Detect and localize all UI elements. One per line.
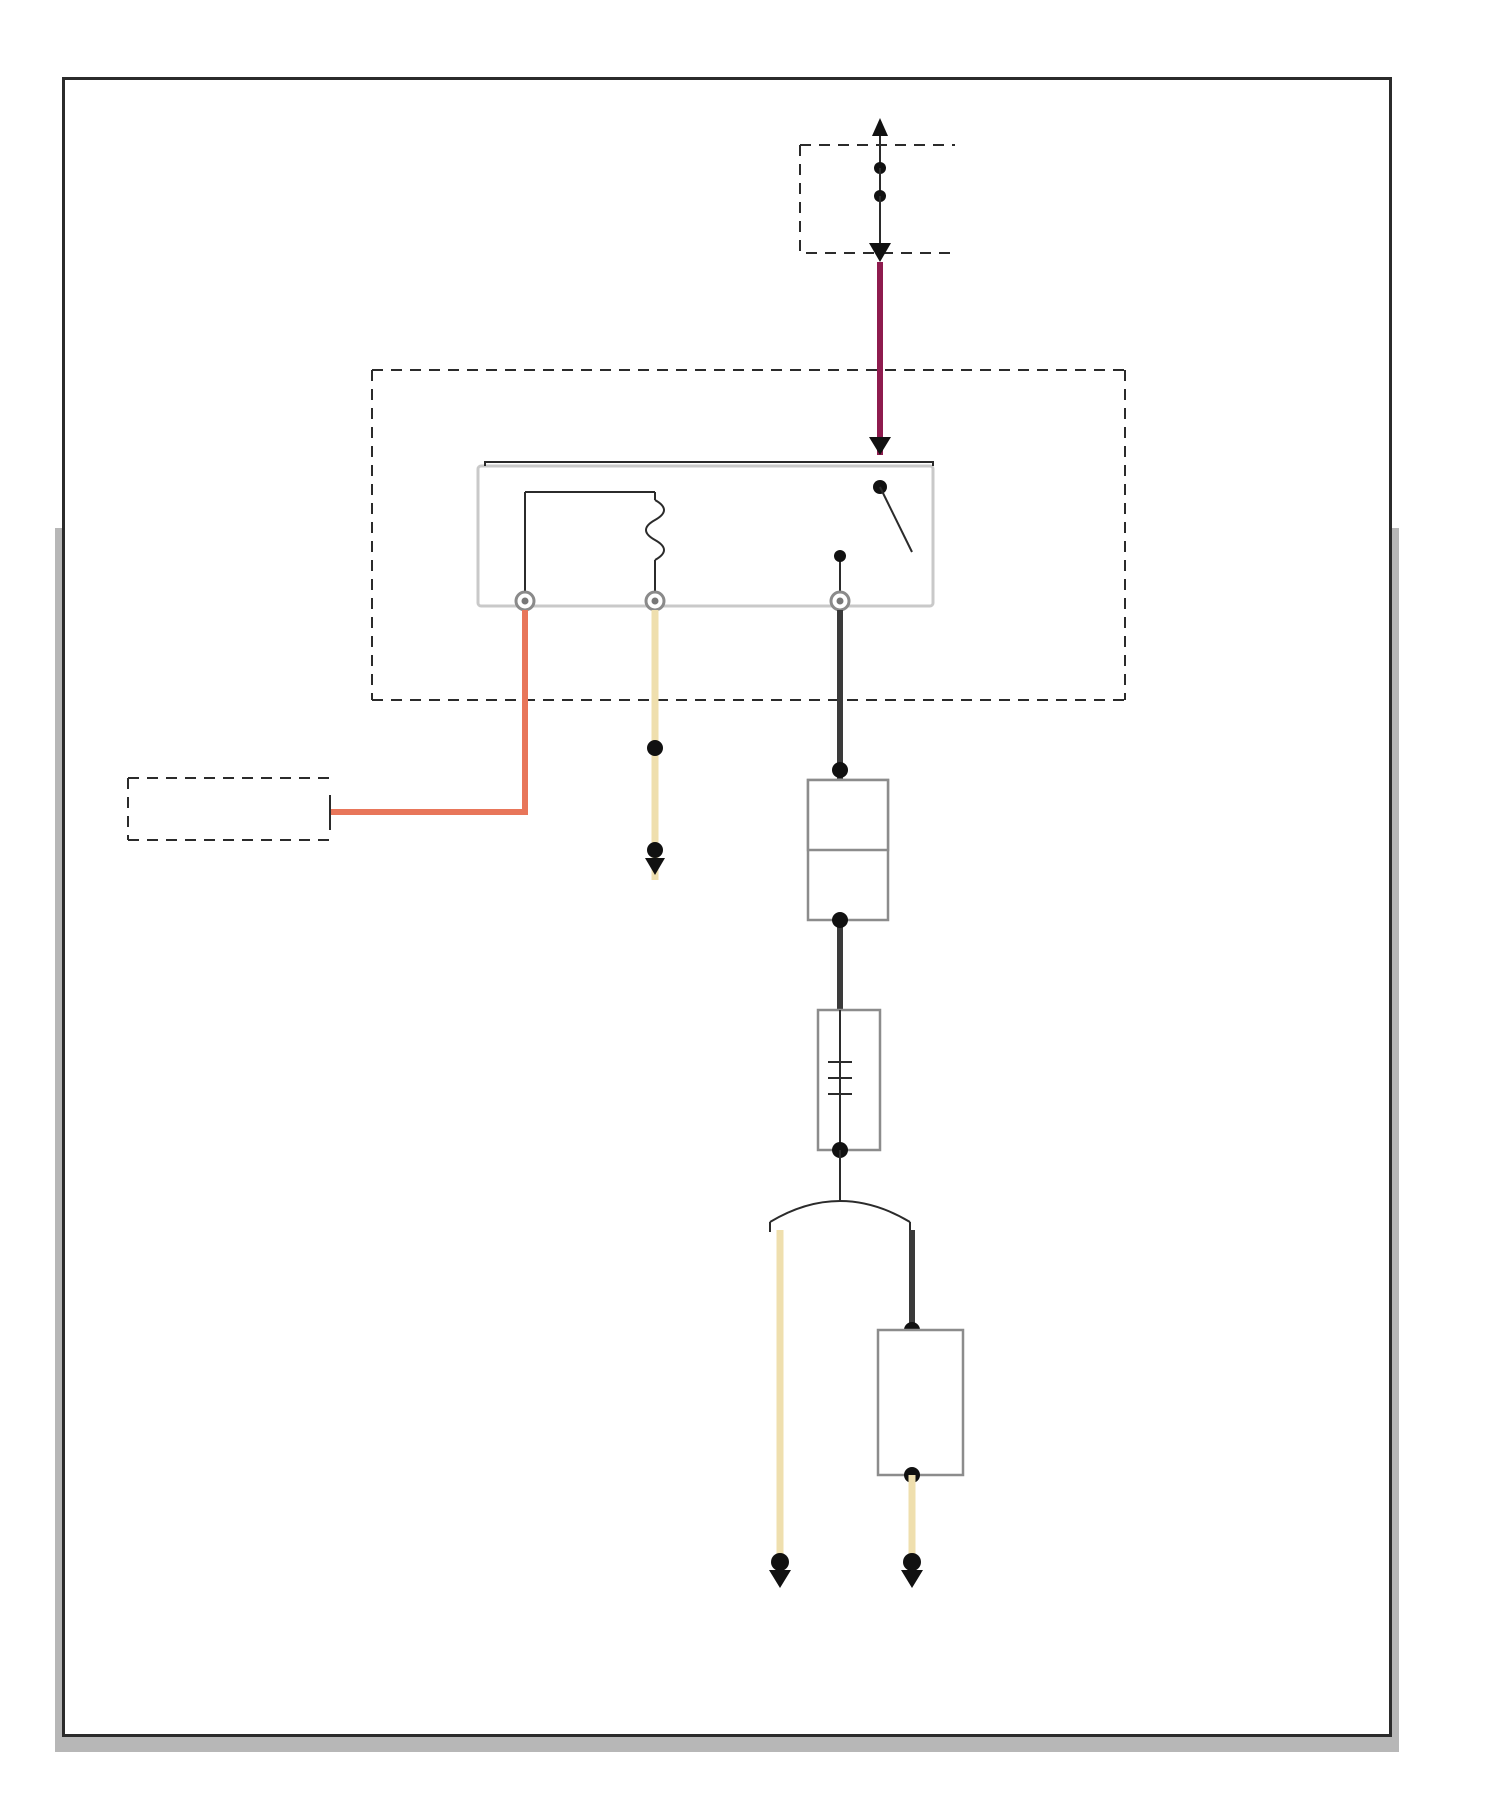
ground-g01-node [647,842,663,858]
black-node-1 [832,762,848,778]
connector-arc [770,1201,910,1222]
relay-pin-d-dot [837,598,844,605]
black-node-2 [832,912,848,928]
relay-housing [478,466,933,606]
relay-pin-a-dot [652,598,659,605]
relay-pin-b-dot [522,598,529,605]
relay-pin2-arrow-icon [869,437,891,455]
filter-top-upper [808,780,888,850]
yellow-splice-node [647,740,663,756]
ground-g08-node [903,1553,921,1571]
wire-orange [330,610,525,812]
ground-g08-icon [901,1570,923,1588]
ground-g07-icon [769,1570,791,1588]
connector-legs [770,1222,910,1232]
filter-bottom-body [878,1330,963,1475]
supply-arrow-icon [872,118,888,136]
rear-window-grid-body [818,1010,880,1150]
relay-switch-node [834,550,846,562]
ground-g01-icon [645,858,665,875]
ground-g07-node [771,1553,789,1571]
